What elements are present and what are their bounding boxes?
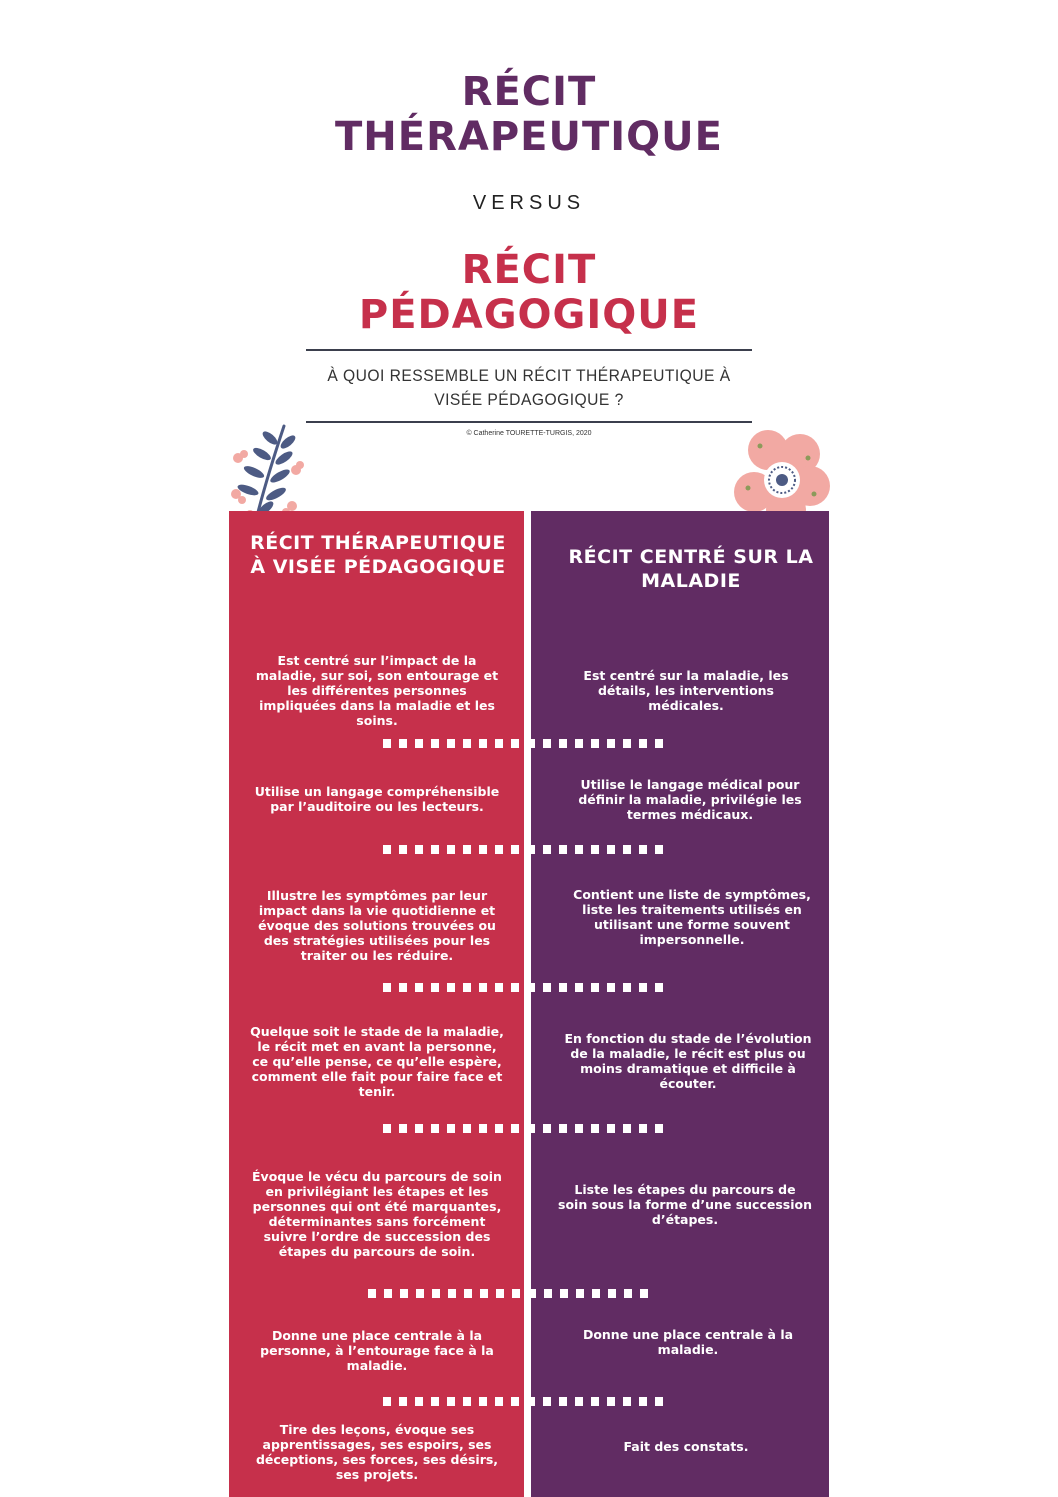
left-cell-3: Illustre les symptômes par leur impact dans la vie quotidienne et évoque des solutions trouvées ou des stratégies utilisées pour les traiter ou les réduire. [258, 887, 496, 963]
row-separator [383, 983, 669, 992]
row-separator [383, 1397, 669, 1406]
title-line-4: PÉDAGOGIQUE [358, 292, 700, 338]
right-cell-7: Fait des constats. [623, 1438, 749, 1454]
right-cell-2: Utilise le langage médical pour définir la maladie, privilégie les termes médicaux. [578, 776, 802, 822]
right-cell-4: En fonction du stade de l’évolution de la maladie, le récit est plus ou moins dramatique et difficile à écouter. [564, 1031, 812, 1091]
copyright-credit: © Catherine TOURETTE-TURGIS, 2020 [466, 430, 592, 437]
bottom-divider [306, 421, 752, 423]
question-heading: À QUOI RESSEMBLE UN RÉCIT THÉRAPEUTIQUE À VISÉE PÉDAGOGIQUE ? [327, 366, 731, 409]
left-cell-5: Évoque le vécu du parcours de soin en privilégiant les étapes et les personnes qui ont été marquantes, déterminantes sans forcément suivre l’ordre de succession des étapes du parcours de soin. [252, 1169, 502, 1259]
left-cell-2: Utilise un langage compréhensible par l’auditoire ou les lecteurs. [254, 784, 500, 814]
right-cell-1: Est centré sur la maladie, les détails, les interventions médicales. [583, 667, 789, 713]
right-cell-6: Donne une place centrale à la maladie. [582, 1327, 794, 1357]
title-line-3: RÉCIT [461, 247, 597, 293]
title-line-2: THÉRAPEUTIQUE [335, 114, 723, 160]
left-column-header: RÉCIT THÉRAPEUTIQUE À VISÉE PÉDAGOGIQUE [250, 532, 506, 578]
row-separator [383, 1124, 669, 1133]
versus-label: VERSUS [472, 192, 586, 214]
right-column-header: RÉCIT CENTRÉ SUR LA MALADIE [568, 546, 814, 592]
floral-branch-icon [226, 420, 308, 524]
left-cell-1: Est centré sur l’impact de la maladie, sur soi, son entourage et les différentes personnes impliquées dans la maladie et les soins. [255, 652, 499, 728]
row-separator [383, 845, 669, 854]
title-line-1: RÉCIT [461, 69, 597, 115]
row-separator [383, 739, 669, 748]
right-cell-5: Liste les étapes du parcours de soin sous la forme d’une succession d’étapes. [558, 1181, 813, 1227]
top-divider [306, 349, 752, 351]
title-therapeutic [0, 70, 1058, 160]
row-separator [368, 1289, 654, 1298]
right-cell-3: Contient une liste de symptômes, liste les traitements utilisés en utilisant une forme souvent impersonnelle. [573, 887, 811, 947]
title-pedagogic [0, 248, 1058, 338]
left-cell-6: Donne une place centrale à la personne, à l’entourage face à la maladie. [260, 1327, 494, 1373]
left-cell-7: Tire des leçons, évoque ses apprentissages, ses espoirs, ses déceptions, ses forces, ses désirs, ses projets. [255, 1422, 499, 1482]
left-cell-4: Quelque soit le stade de la maladie, le récit met en avant la personne, ce qu’elle pense, ce qu’elle espère, comment elle fait pour faire face et tenir. [250, 1023, 504, 1099]
